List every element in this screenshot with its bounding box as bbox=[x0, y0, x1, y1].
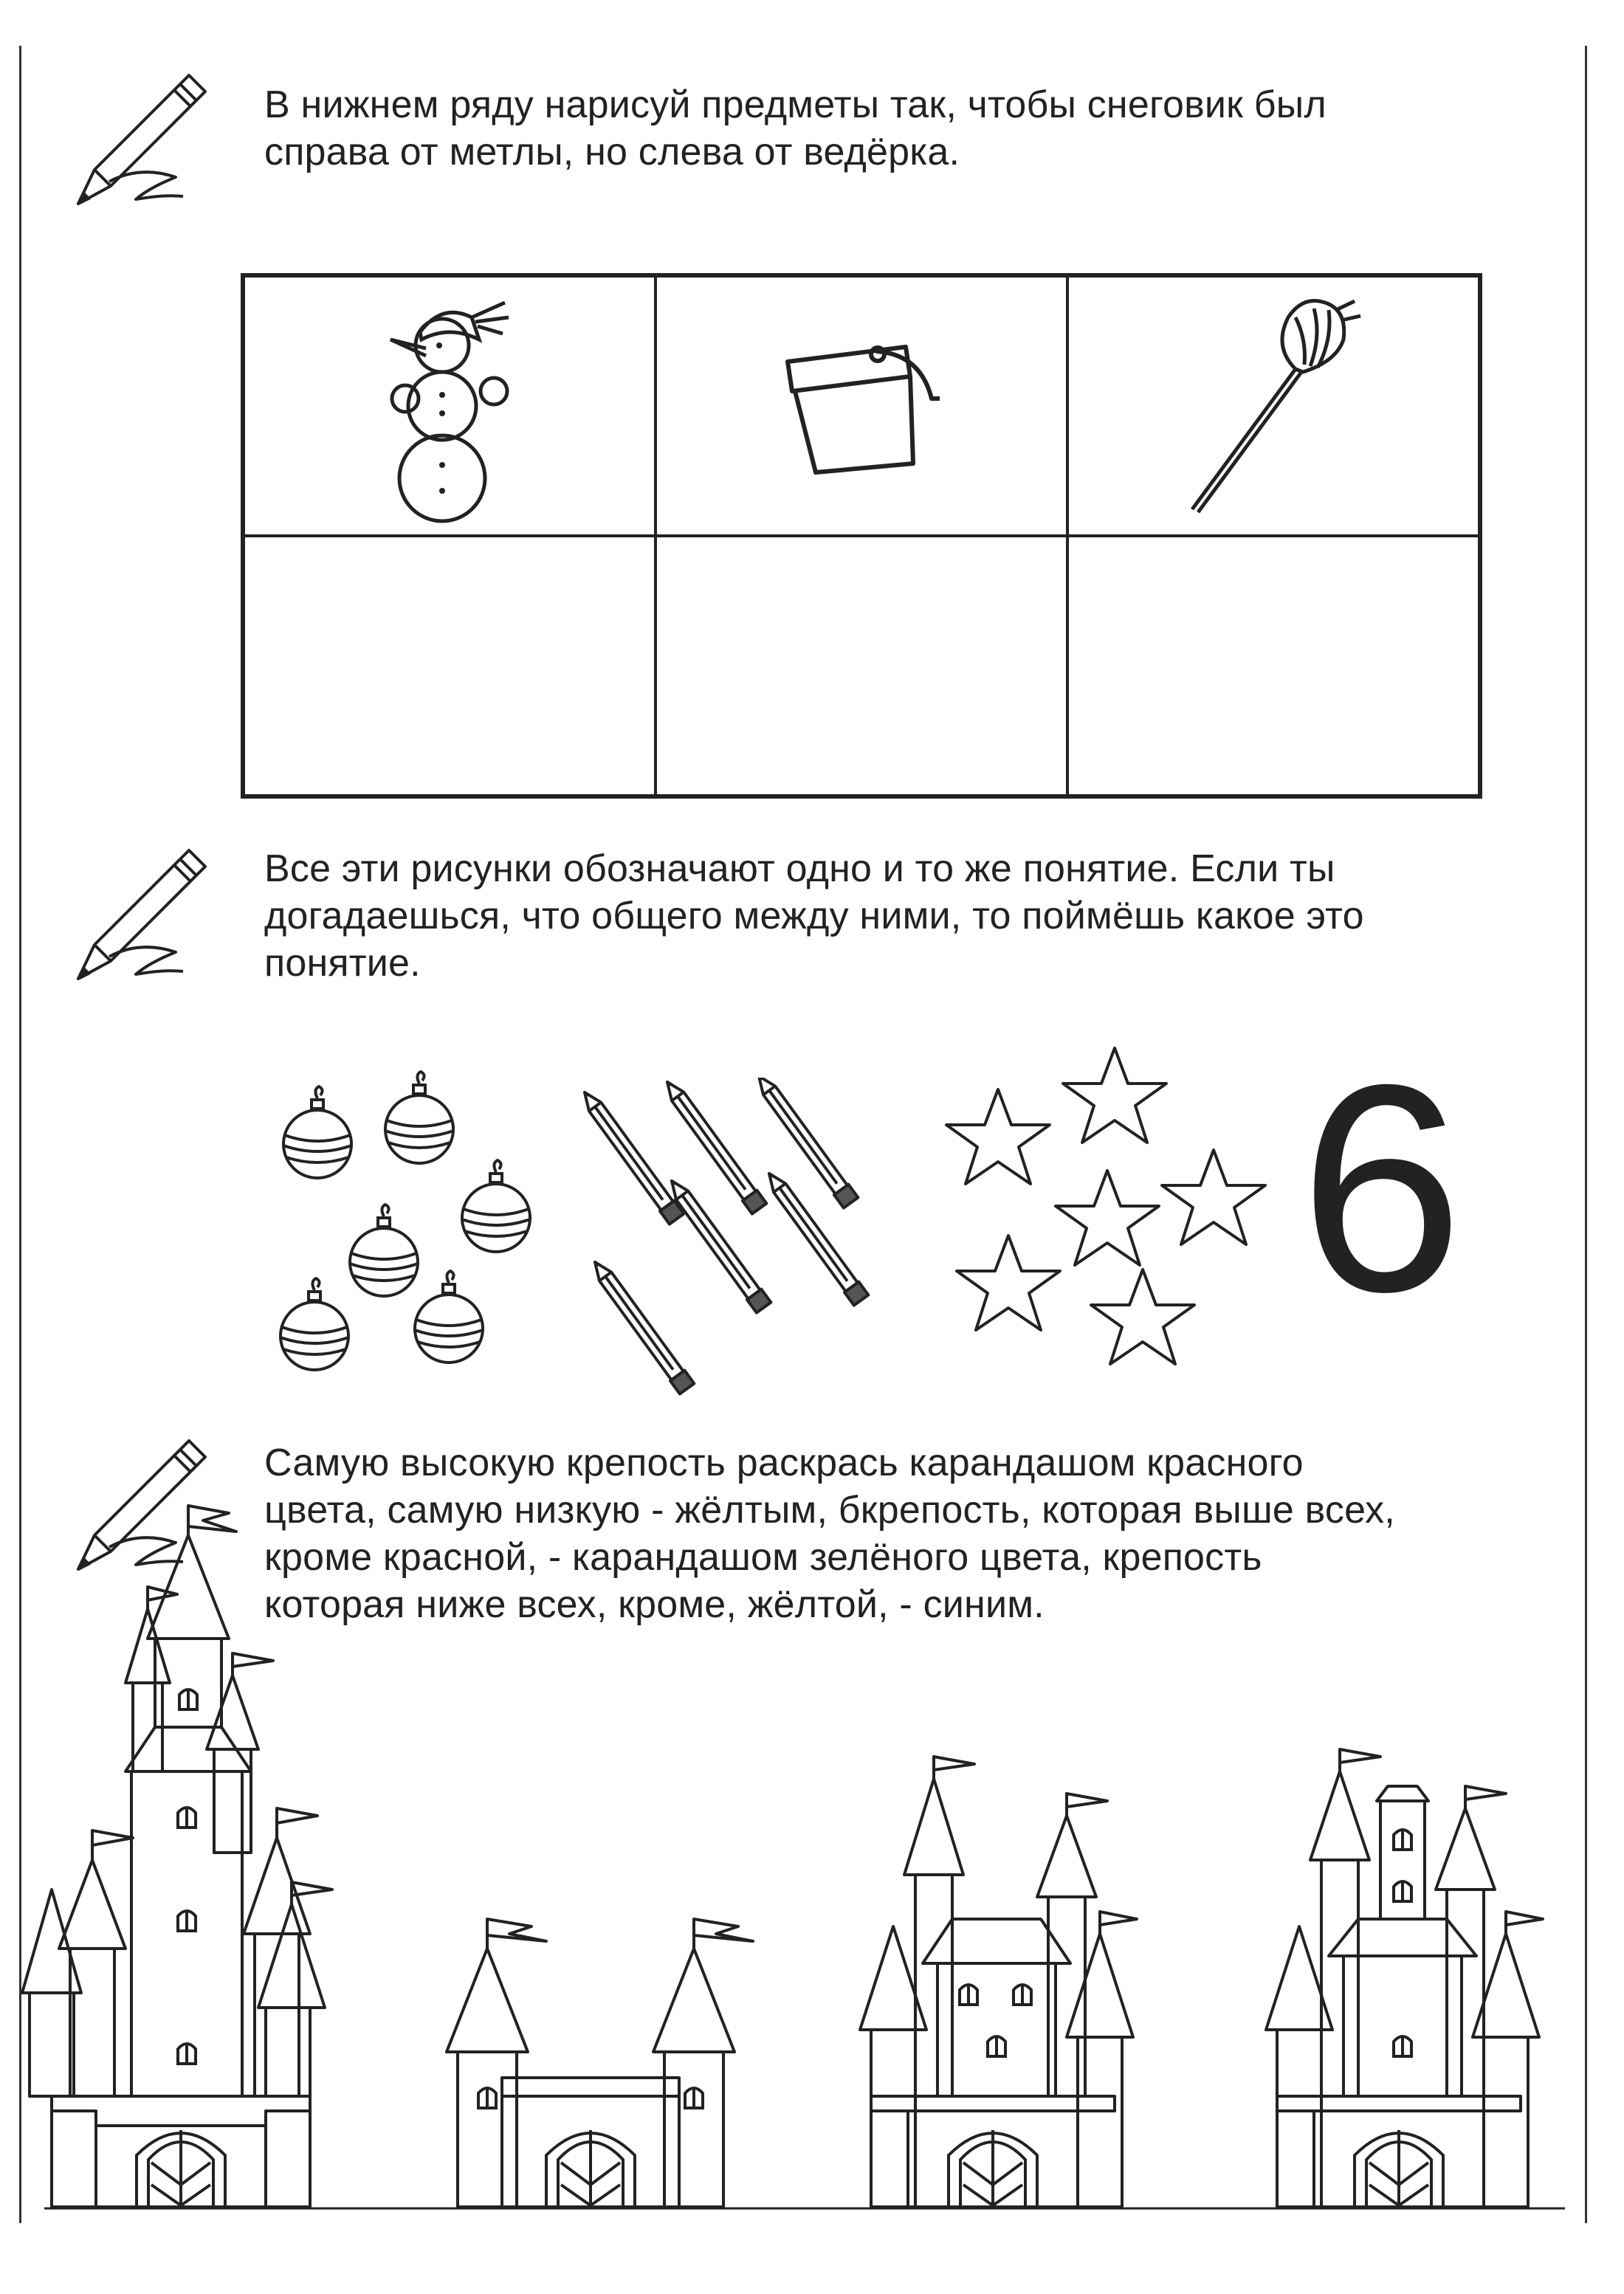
tall-castle[interactable] bbox=[1266, 1749, 1543, 2207]
task-2-line-2: догадаешься, что общего между ними, то поймёшь какое это bbox=[264, 895, 1364, 937]
lowest-castle[interactable] bbox=[447, 1919, 753, 2207]
task-3-line-4: которая ниже всех, кроме, жёлтой, - синим. bbox=[264, 1583, 1045, 1626]
number-six: 6 bbox=[1299, 1023, 1464, 1353]
task-3-line-3: кроме красной, - карандашом зелёного цвета, крепость bbox=[264, 1536, 1262, 1579]
task-2-line-1: Все эти рисунки обозначают одно и то же понятие. Если ты bbox=[264, 847, 1335, 890]
tallest-castle[interactable] bbox=[22, 1506, 332, 2207]
task-3-line-1: Самую высокую крепость раскрась карандашом красного bbox=[264, 1442, 1304, 1484]
task-2-line-3: понятие. bbox=[264, 942, 421, 985]
medium-castle[interactable] bbox=[860, 1757, 1137, 2207]
task-1-line-1: В нижнем ряду нарисуй предметы так, чтобы снеговик был bbox=[264, 83, 1327, 126]
task-3-line-2: цвета, самую низкую - жёлтым, бкрепость, которая выше всех, bbox=[264, 1489, 1395, 1532]
task-1-line-2: справа от метлы, но слева от ведёрка. bbox=[264, 131, 960, 173]
